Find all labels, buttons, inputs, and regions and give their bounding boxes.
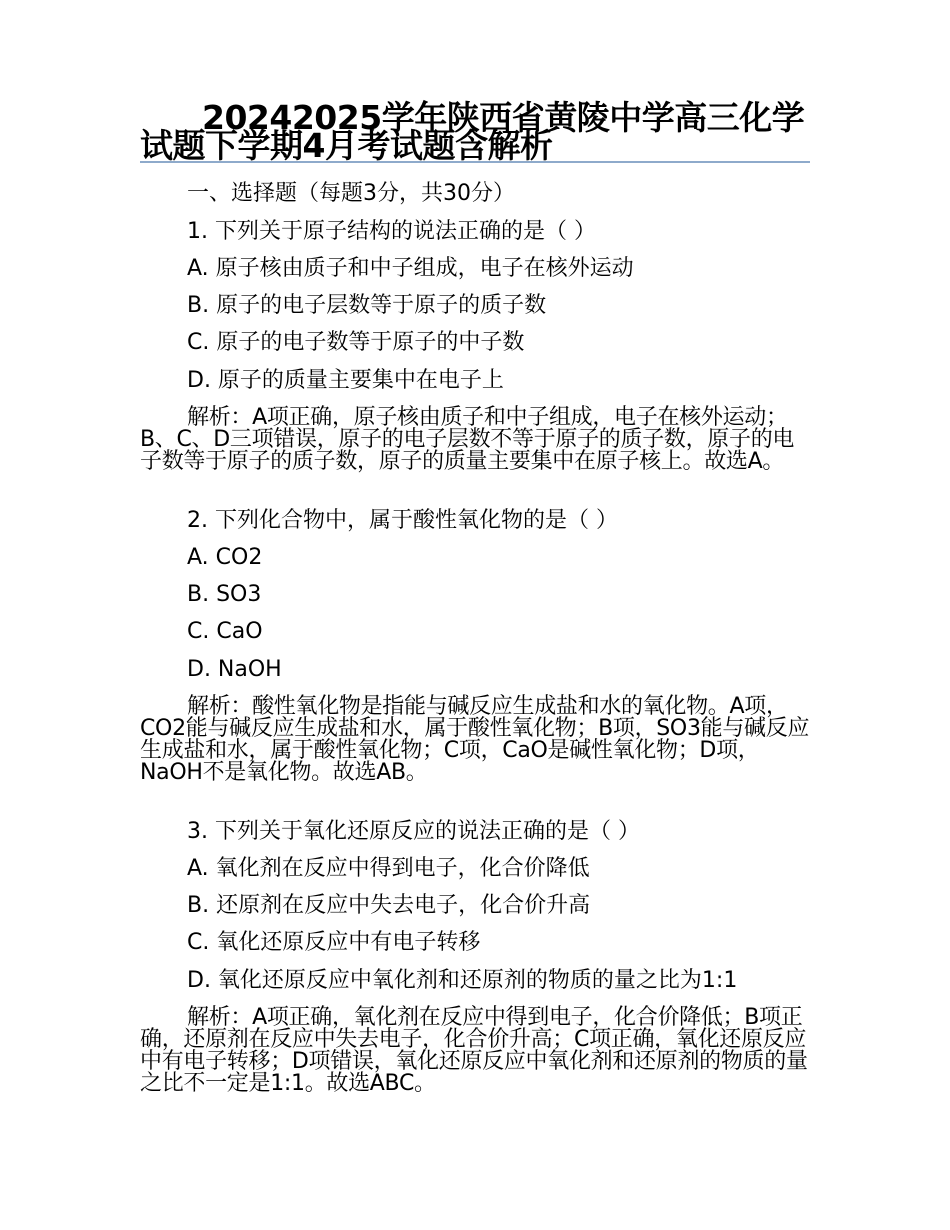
question-2-option-d: D. NaOH bbox=[187, 657, 282, 682]
question-3-analysis: 解析：A项正确，氧化剂在反应中得到电子，化合价降低；B项正确，还原剂在反应中失去电子，化合价升高；C项正确，氧化还原反应中有电子转移；D项错误，氧化还原反应中氧化剂和还原剂的物质的量之比不一定是1:1。故选ABC。 bbox=[140, 1005, 808, 1096]
section-heading: 一、选择题（每题3分，共30分） bbox=[187, 181, 515, 206]
question-3-option-d: D. 氧化还原反应中氧化剂和还原剂的物质的量之比为1:1 bbox=[187, 968, 738, 993]
document-title: 20242025学年陕西省黄陵中学高三化学试题下学期4月考试题含解析 bbox=[140, 98, 805, 165]
question-1-option-b: B. 原子的电子层数等于原子的质子数 bbox=[187, 293, 547, 318]
question-1-option-a: A. 原子核由质子和中子组成，电子在核外运动 bbox=[187, 256, 634, 281]
question-2-analysis: 解析：酸性氧化物是指能与碱反应生成盐和水的氧化物。A项，CO2能与碱反应生成盐和水，属于酸性氧化物；B项，SO3能与碱反应生成盐和水，属于酸性氧化物；C项，CaO是碱性氧化物；D项，NaOH不是氧化物。故选AB。 bbox=[140, 694, 810, 785]
question-1-analysis: 解析：A项正确，原子核由质子和中子组成，电子在核外运动；B、C、D三项错误，原子的电子层数不等于原子的质子数，原子的电子数等于原子的质子数，原子的质量主要集中在原子核上。故选A。 bbox=[140, 405, 795, 474]
question-3-option-c: C. 氧化还原反应中有电子转移 bbox=[187, 930, 481, 955]
question-1-option-c: C. 原子的电子数等于原子的中子数 bbox=[187, 330, 525, 355]
question-2-option-b: B. SO3 bbox=[187, 582, 262, 607]
question-1-stem: 1. 下列关于原子结构的说法正确的是（ ） bbox=[187, 219, 596, 244]
title-divider bbox=[140, 161, 810, 163]
question-2-option-c: C. CaO bbox=[187, 619, 263, 644]
question-3-option-b: B. 还原剂在反应中失去电子，化合价升高 bbox=[187, 893, 591, 918]
question-1-option-d: D. 原子的质量主要集中在电子上 bbox=[187, 368, 504, 393]
question-2-option-a: A. CO2 bbox=[187, 545, 263, 570]
question-2-stem: 2. 下列化合物中，属于酸性氧化物的是（ ） bbox=[187, 508, 618, 533]
question-3-option-a: A. 氧化剂在反应中得到电子，化合价降低 bbox=[187, 856, 590, 881]
question-3-stem: 3. 下列关于氧化还原反应的说法正确的是（ ） bbox=[187, 819, 640, 844]
